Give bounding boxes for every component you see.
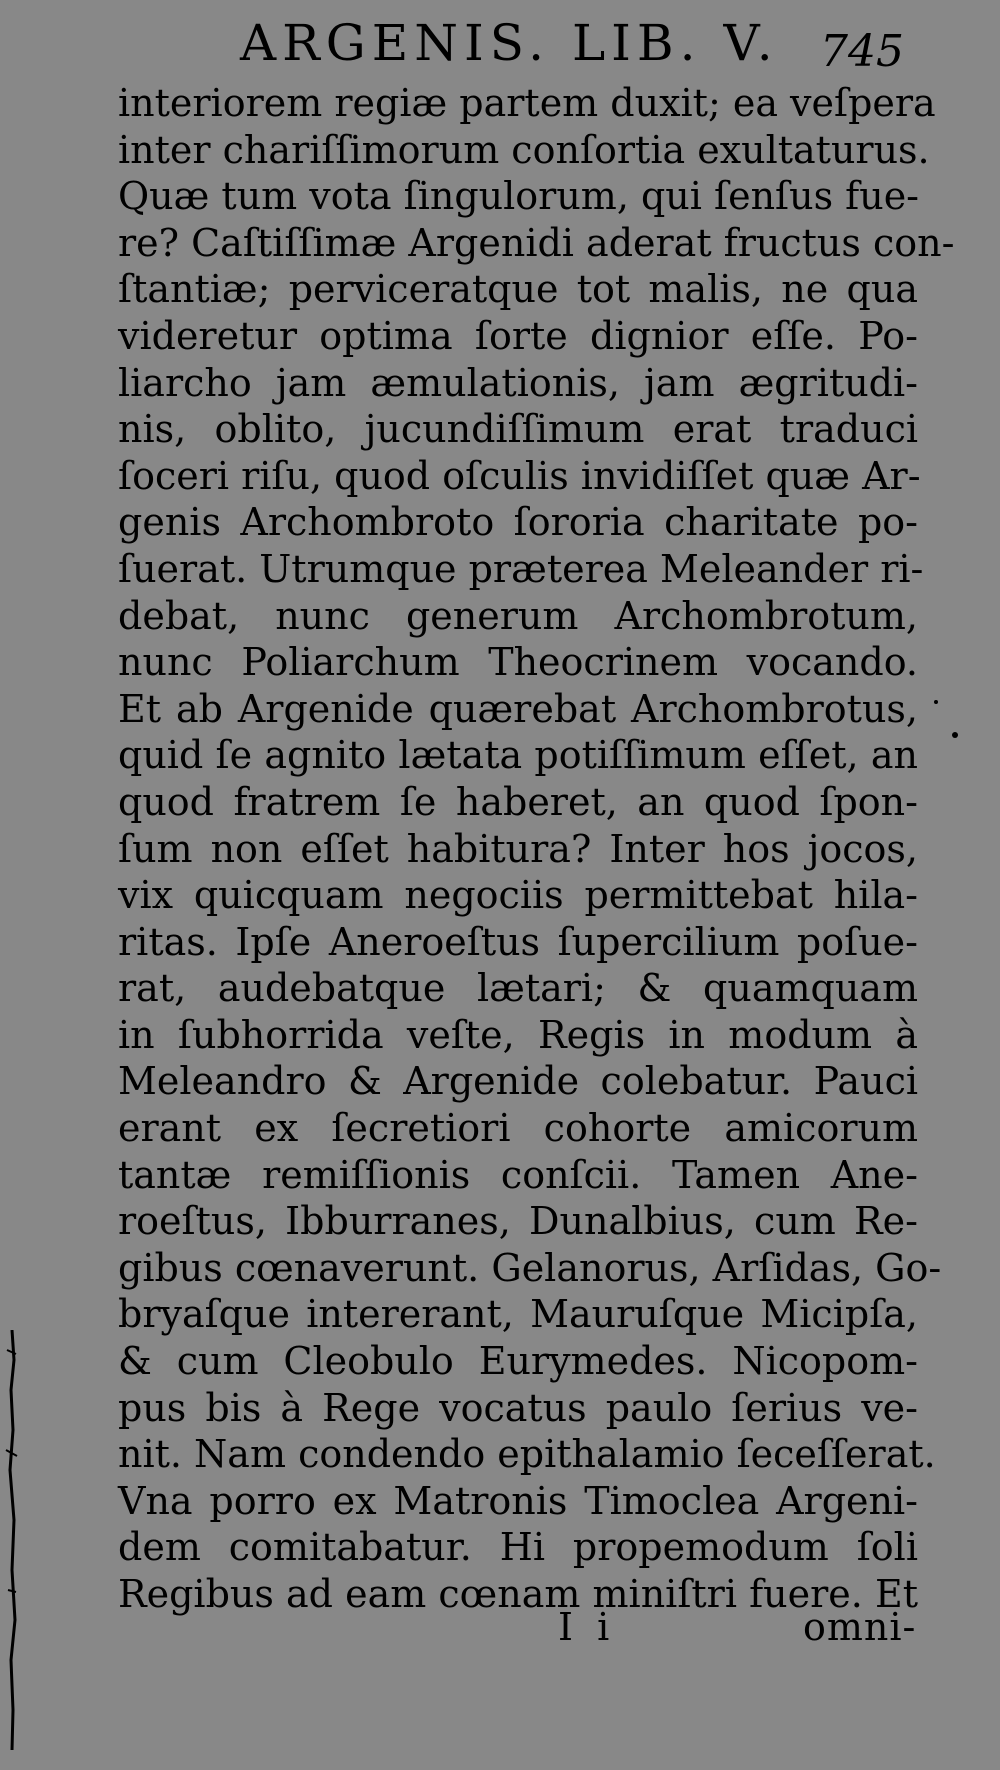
text-line: interiorem regiæ partem duxit; ea veſpera: [118, 81, 936, 125]
text-line: liarcho jam æmulationis, jam ægritudi-: [118, 360, 918, 405]
ink-speck: [934, 700, 938, 704]
text-line: dem comitabatur. Hi propemodum ſoli: [118, 1525, 918, 1570]
page-number: 745: [820, 26, 904, 77]
text-line: Vna porro ex Matronis Timoclea Argeni-: [118, 1478, 918, 1523]
text-line: tantæ remiſſionis conſcii. Tamen Ane-: [118, 1152, 918, 1197]
text-line: roeſtus, Ibburranes, Dunalbius, cum Re-: [118, 1199, 918, 1244]
text-line: Regibus ad eam cœnam miniſtri fuere. Et: [118, 1572, 918, 1616]
text-line: vix quicquam negociis permittebat hila-: [118, 873, 918, 918]
text-line: & cum Cleobulo Eurymedes. Nicopom-: [118, 1339, 918, 1384]
text-line: gibus cœnaverunt. Gelanorus, Arſidas, Go-: [118, 1245, 942, 1290]
text-line: ſtantiæ; perviceratque tot malis, ne qua: [118, 267, 918, 312]
text-line: debat, nunc generum Archombrotum,: [118, 593, 918, 638]
catchword: omni-: [803, 1605, 917, 1649]
text-line: quod fratrem ſe haberet, an quod ſpon-: [118, 779, 918, 824]
text-line: pus bis à Rege vocatus paulo ſerius ve-: [118, 1385, 918, 1430]
text-line: Et ab Argenide quærebat Archombrotus,: [118, 686, 918, 731]
text-line: ſum non eſſet habitura? Inter hos jocos,: [118, 826, 918, 871]
text-line: ſuerat. Utrumque præterea Meleander ri-: [118, 546, 924, 591]
text-line: ſoceri riſu, quod oſculis invidiſſet quæ Ar-: [118, 453, 921, 498]
text-line: nit. Nam condendo epithalamio ſeceſſerat.: [118, 1432, 936, 1477]
signature-mark: I i: [558, 1605, 616, 1649]
text-line: nis, oblito, jucundiſſimum erat traduci: [118, 407, 918, 452]
text-line: nunc Poliarchum Theocrinem vocando.: [118, 640, 918, 685]
text-line: re? Caſtiſſimæ Argenidi aderat fructus con-: [118, 220, 955, 265]
binding-edge-mark: [4, 1330, 22, 1750]
text-line: genis Archombroto ſororia charitate po-: [118, 500, 918, 545]
text-line: bryaſque intererant, Mauruſque Micipſa,: [118, 1292, 918, 1337]
body-text: [118, 80, 955, 1618]
text-line: Quæ tum vota ſingulorum, qui ſenſus fue-: [118, 174, 920, 219]
text-line: ritas. Ipſe Aneroeſtus ſupercilium poſue-: [118, 919, 918, 964]
text-line: videretur optima ſorte dignior eſſe. Po-: [118, 313, 918, 358]
text-line: in ſubhorrida veſte, Regis in modum à: [118, 1012, 918, 1057]
text-line: rat, audebatque lætari; & quamquam: [118, 966, 918, 1011]
text-line: erant ex ſecretiori cohorte amicorum: [118, 1106, 918, 1151]
text-line: quid ſe agnito lætata potiſſimum eſſet, an: [118, 733, 918, 778]
running-head: ARGENIS. LIB. V.: [240, 14, 779, 72]
text-line: inter chariſſimorum conſortia exultaturus.: [118, 127, 930, 172]
ink-speck: [952, 732, 958, 738]
text-line: Meleandro & Argenide colebatur. Pauci: [118, 1059, 918, 1104]
